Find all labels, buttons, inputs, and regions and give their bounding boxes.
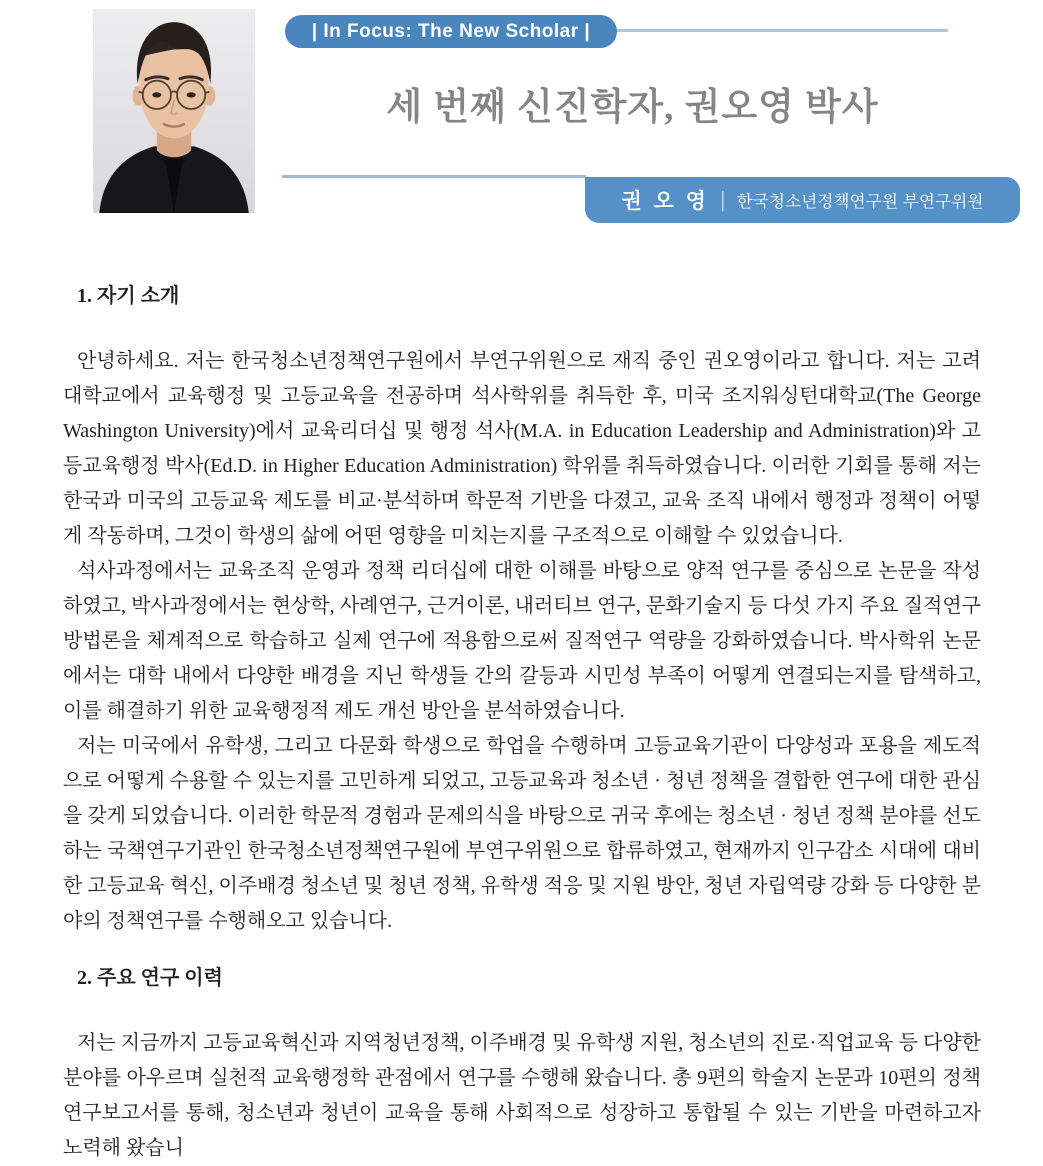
paragraph: 석사과정에서는 교육조직 운영과 정책 리더십에 대한 이해를 바탕으로 양적 연구를 중심으로 논문을 작성하였고, 박사과정에서는 현상학, 사례연구, 근거이론, 내러티브 연구, 문화기술지 등 다섯 가지 주요 질적연구 방법론을 체계적으로 학습하고 실제 연구에 적용함으로써 질적연구 역량을 강화하였습니다. 박사학위 논문에서는 대학 내에서 다양한 배경을 지닌 학생들 간의 갈등과 시민성 부족이 어떻게 연결되는지를 탐색하고, 이를 해결하기 위한 교육행정적 제도 개선 방안을 분석하였습니다.: [63, 560, 981, 722]
paragraph: 안녕하세요. 저는 한국청소년정책연구원에서 부연구위원으로 재직 중인 권오영이라고 합니다. 저는 고려대학교에서 교육행정 및 고등교육을 전공하며 석사학위를 취득한 후, 미국 조지워싱턴대학교(The George Washington University)에서 교육리더십 및 행정 석사(M.A. in Education Leadership and Administration)와 고등교육행정 박사(Ed.D. in Higher Education Administration) 학위를 취득하였습니다. 이러한 기회를 통해 저는 한국과 미국의 고등교육 제도를 비교·분석하며 학문적 기반을 다졌고, 교육 조직 내에서 행정과 정책이 어떻게 작동하며, 그것이 학생의 삶에 어떤 영향을 미치는지를 구조적으로 이해할 수 있었습니다.: [63, 350, 981, 547]
author-badge: [585, 177, 1020, 223]
author-divider-line: [282, 175, 586, 178]
section-heading-self-introduction: 1. 자기 소개: [77, 285, 180, 307]
series-badge: [285, 15, 617, 48]
article-body: [63, 279, 981, 1166]
page-title: 세 번째 신진학자, 권오영 박사: [386, 87, 879, 128]
paragraph: 저는 지금까지 고등교육혁신과 지역청년정책, 이주배경 및 유학생 지원, 청소년의 진로·직업교육 등 다양한 분야를 아우르며 실천적 교육행정학 관점에서 연구를 수행해 왔습니다. 총 9편의 학술지 논문과 10편의 정책연구보고서를 통해, 청소년과 청년이 교육을 통해 사회적으로 성장하고 통합될 수 있는 기반을 마련하고자 노력해 왔습니: [63, 1032, 981, 1159]
portrait-illustration: [93, 9, 255, 213]
paragraph: 저는 미국에서 유학생, 그리고 다문화 학생으로 학업을 수행하며 고등교육기관이 다양성과 포용을 제도적으로 어떻게 수용할 수 있는지를 고민하게 되었고, 고등교육과 청소년 · 청년 정책을 결합한 연구에 대한 관심을 갖게 되었습니다. 이러한 학문적 경험과 문제의식을 바탕으로 귀국 후에는 청소년 · 청년 정책 분야를 선도하는 국책연구기관인 한국청소년정책연구원에 부연구위원으로 합류하였고, 현재까지 인구감소 시대에 대비한 고등교육 혁신, 이주배경 청소년 및 청년 정책, 유학생 적응 및 지원 방안, 청년 자립역량 강화 등 다양한 분야의 정책연구를 수행해오고 있습니다.: [63, 735, 981, 932]
author-separator: |: [721, 187, 725, 212]
section-heading-research-history: 2. 주요 연구 이력: [77, 967, 223, 989]
author-name: 권 오 영: [621, 190, 709, 213]
author-affiliation: 한국청소년정책연구원 부연구위원: [736, 193, 984, 211]
portrait-photo: [93, 9, 255, 213]
header-divider-line: [610, 29, 948, 32]
series-badge-label: | In Focus: The New Scholar |: [311, 20, 591, 42]
